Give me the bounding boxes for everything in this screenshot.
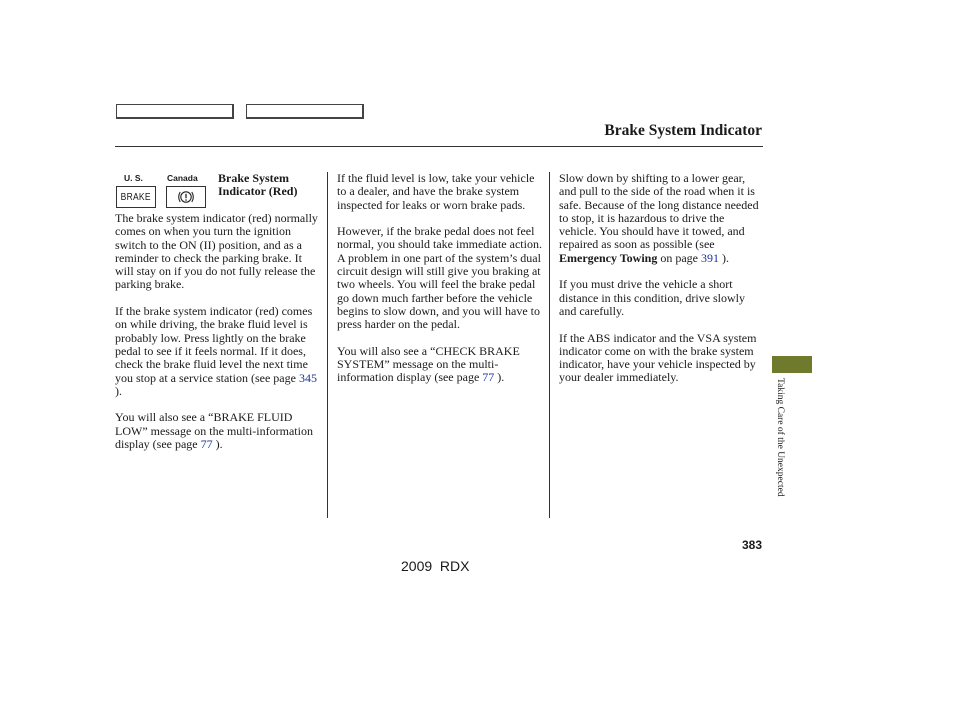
paragraph: If the ABS indicator and the VSA system indicator come on with the brake system indicator, have your vehicle inspected by your dealer immediately. [559, 330, 757, 385]
title-rule [115, 146, 763, 147]
brake-warning-symbol-icon [175, 189, 197, 205]
page-link-77[interactable]: 77 [200, 437, 213, 452]
paragraph-text: ). [497, 370, 505, 385]
paragraph [115, 305, 320, 398]
column-3 [559, 172, 764, 398]
column-divider [327, 172, 328, 518]
paragraph-text: ). [722, 250, 729, 265]
page-link-77[interactable]: 77 [482, 370, 495, 385]
us-label: U. S. [124, 173, 143, 183]
paragraph-text: ). [215, 437, 223, 452]
column-2 [337, 172, 543, 398]
page-link-345[interactable]: 345 [298, 370, 317, 385]
section-tab[interactable] [772, 356, 812, 373]
emphasis-text: Emergency Towing [559, 250, 658, 265]
page-number: 383 [741, 538, 762, 552]
canada-brake-indicator-icon [166, 186, 206, 208]
section-label: Taking Care of the Unexpected [775, 378, 785, 497]
page-title: Brake System Indicator [604, 122, 762, 139]
paragraph-text: ). [115, 383, 122, 398]
paragraph: The brake system indicator (red) normally comes on when you turn the ignition switch to the ON (II) position, and as a reminder to check the parking brake. It will stay on if you do not fully release the parking brake. [115, 211, 318, 292]
paragraph [337, 345, 543, 385]
brake-indicator-icon [116, 186, 156, 208]
page-link-391[interactable]: 391 [701, 250, 719, 265]
paragraph [559, 172, 764, 265]
paragraph-text: Slow down by shifting to a lower gear, and pull to the side of the road when it is safe. Because of the long distance needed to stop, it is hazardous to drive the vehicle. You should have it towed, and repaired as soon as possible (see [559, 171, 759, 252]
paragraph: If you must drive the vehicle a short distance in this condition, drive slowly and carefully. [559, 277, 745, 318]
indicator-heading [218, 172, 323, 199]
column-1 [115, 212, 320, 465]
paragraph [115, 411, 320, 451]
indicator-heading-line1: Brake System [218, 171, 289, 185]
footer-model: 2009 RDX [401, 558, 470, 574]
nav-button-previous[interactable] [116, 104, 234, 119]
paragraph-text: If the brake system indicator (red) comes on while driving, the brake fluid level is probably low. Press lightly on the brake pedal to see if it feels normal. If it does, check the brake fluid level the next time you stop at a service station (see page [115, 304, 313, 385]
paragraph-text: on page [660, 250, 698, 265]
nav-button-next[interactable] [246, 104, 364, 119]
paragraph-text: You will also see a “BRAKE FLUID LOW” message on the multi-information display (see page [115, 410, 313, 452]
paragraph-text: You will also see a “CHECK BRAKE SYSTEM” message on the multi-information display (see page [337, 343, 520, 385]
paragraph: If the fluid level is low, take your vehicle to a dealer, and have the brake system inspected for leaks or worn brake pads. [337, 171, 535, 212]
indicator-heading-line2: Indicator (Red) [218, 184, 298, 199]
paragraph: However, if the brake pedal does not feel normal, you should take immediate action. A problem in one part of the system’s dual circuit design will still give you braking at two wheels. You will feel the brake pedal go down much farther before the vehicle begins to slow down, and you will have to press harder on the pedal. [337, 224, 542, 332]
column-divider [549, 172, 550, 518]
brake-indicator-text: BRAKE [120, 191, 152, 203]
canada-label: Canada [167, 173, 198, 183]
